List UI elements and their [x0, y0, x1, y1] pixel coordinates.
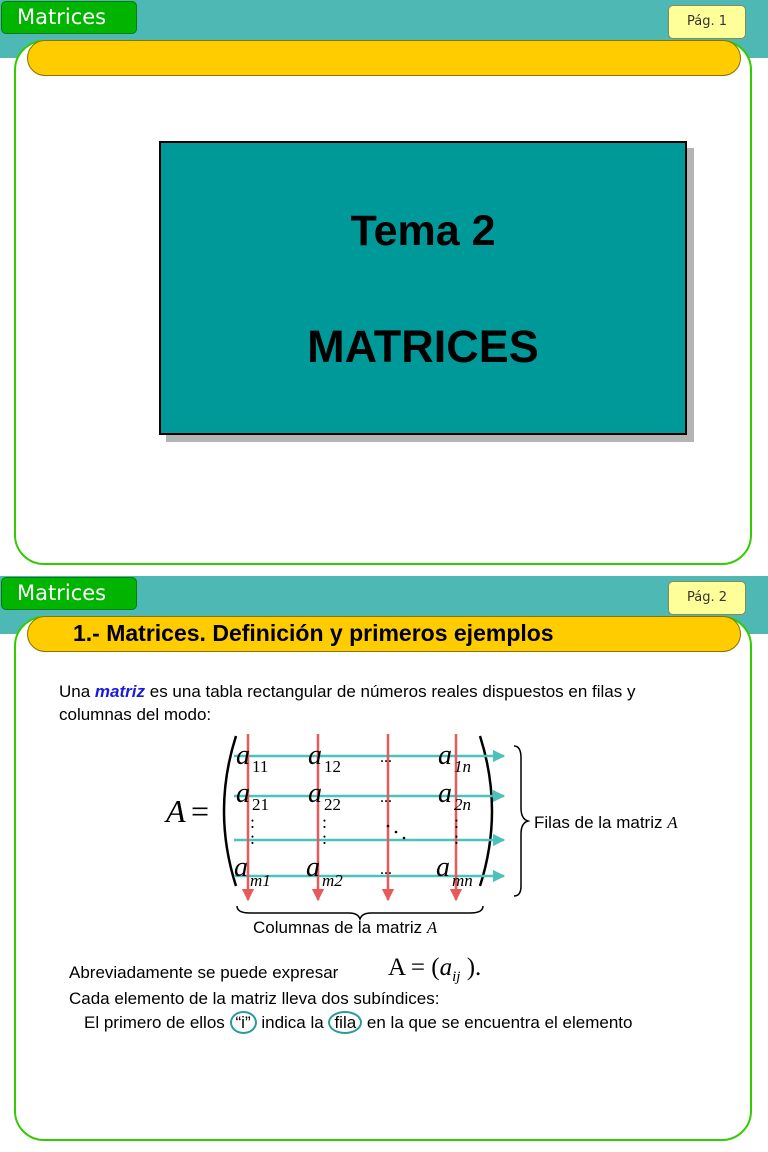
definition-keyword: matriz — [94, 682, 145, 701]
horizontal-dots: ... — [380, 861, 392, 878]
rows-label: Filas de la matriz A — [534, 813, 678, 832]
equals-sign: = — [191, 793, 210, 829]
matrix-subscript: 1n — [454, 757, 471, 776]
vertical-dots: : — [454, 812, 460, 832]
matrix-entry: a — [438, 778, 452, 809]
matrix-entry: a — [306, 852, 320, 883]
definition-rest: es una tabla rectangular de números reales dispuestos en filas y — [149, 682, 636, 701]
page-number: Pág. 1 — [668, 5, 746, 39]
brand-tab: Matrices — [1, 577, 137, 610]
diagonal-dot — [395, 831, 398, 834]
subscripts-text: Cada elemento de la matriz lleva dos subíndices: — [69, 989, 440, 1008]
diagonal-dot — [403, 837, 406, 840]
matrix-subscript: 2n — [454, 795, 471, 814]
section-heading: 1.- Matrices. Definición y primeros ejemplos — [73, 620, 554, 646]
abbrev-text: Abreviadamente se puede expresar — [69, 963, 339, 982]
page-number: Pág. 2 — [668, 581, 746, 615]
vertical-dots: : — [322, 812, 328, 832]
columns-label: Columnas de la matriz A — [253, 918, 438, 937]
matrix-subscript: mn — [452, 871, 473, 890]
matrix-entry: a — [308, 778, 322, 809]
matrix-entry: a — [308, 740, 322, 771]
topic-number: Tema 2 — [350, 207, 496, 255]
matrix-entry: a — [436, 852, 450, 883]
matrix-entry: a — [438, 740, 452, 771]
horizontal-dots: ... — [380, 749, 392, 766]
vertical-dots: : — [250, 828, 256, 848]
vertical-dots: : — [454, 828, 460, 848]
circled-fila: fila — [328, 1011, 362, 1034]
matrix-subscript: m1 — [250, 871, 271, 890]
definition-line-2: columnas del modo: — [59, 705, 212, 724]
first-subscript-text: El primero de ellos “i” indica la fila en la que se encuentra el elemento — [84, 1013, 633, 1032]
topic-title: MATRICES — [307, 321, 539, 372]
rows-brace — [514, 746, 528, 896]
title-bar — [27, 616, 741, 652]
vertical-dots: : — [250, 812, 256, 832]
diagonal-dot — [387, 825, 390, 828]
matrix-subscript: 22 — [324, 795, 341, 814]
matrix-diagram — [0, 728, 768, 940]
matrix-entry: a — [236, 778, 250, 809]
right-paren — [480, 736, 492, 886]
brand-tab: Matrices — [1, 1, 137, 34]
matrix-entry: a — [234, 852, 248, 883]
definition-prefix: Una — [59, 682, 91, 701]
matrix-entry: a — [236, 740, 250, 771]
horizontal-dots: ... — [380, 789, 392, 806]
title-card — [159, 141, 687, 435]
matrix-name: A — [166, 793, 186, 829]
abbrev-formula: $A = (a_{ij}$ ). — [388, 954, 482, 985]
matrix-subscript: 11 — [252, 757, 269, 776]
matrix-subscript: 12 — [324, 757, 341, 776]
circled-i: “i” — [230, 1011, 257, 1034]
vertical-dots: : — [322, 828, 328, 848]
definition-line-1 — [59, 681, 729, 703]
matrix-subscript: 21 — [252, 795, 269, 814]
title-bar — [27, 40, 741, 76]
matrix-subscript: m2 — [322, 871, 343, 890]
